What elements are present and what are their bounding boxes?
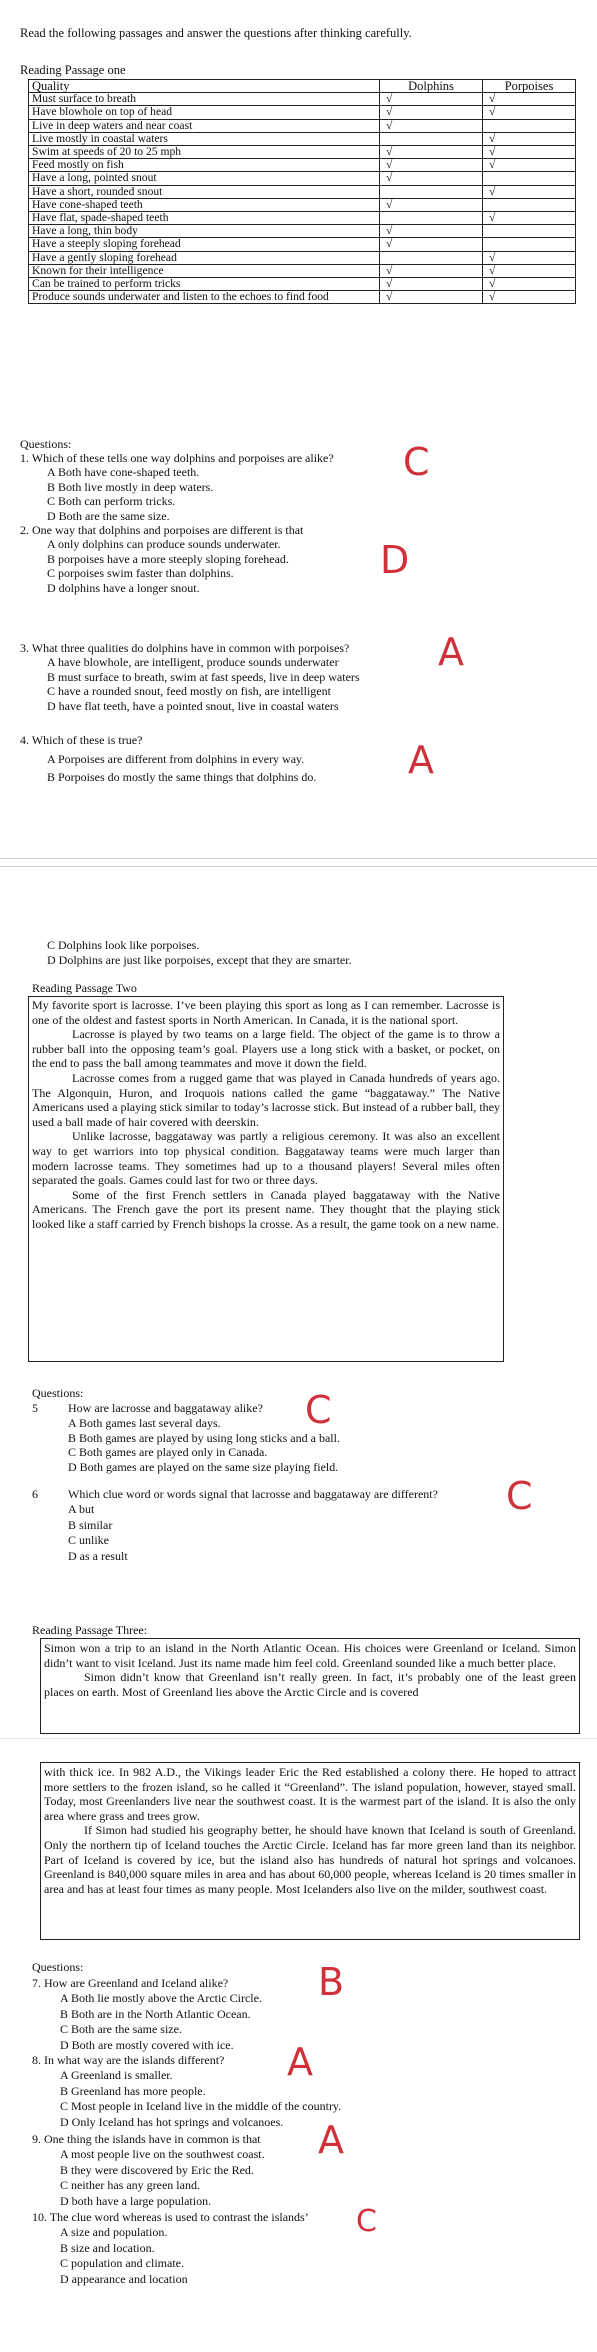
table-row	[29, 251, 576, 264]
option[interactable]: B similar	[68, 1517, 113, 1532]
passage3-box-part2	[40, 1762, 580, 1940]
q5-number: 5	[32, 1401, 38, 1415]
table-row	[29, 278, 576, 291]
option[interactable]: B Porpoises do mostly the same things that dolphins do.	[47, 770, 317, 784]
dolphins-cell: √	[380, 264, 483, 277]
option[interactable]: B Both are in the North Atlantic Ocean.	[60, 2006, 251, 2021]
porpoises-cell: √	[483, 212, 576, 225]
quality-cell: Have a short, rounded snout	[29, 185, 380, 198]
option[interactable]: B size and location.	[60, 2240, 155, 2255]
table-header-row	[29, 80, 576, 93]
porpoises-cell: √	[483, 251, 576, 264]
porpoises-cell	[483, 238, 576, 251]
table-row	[29, 119, 576, 132]
quality-cell: Swim at speeds of 20 to 25 mph	[29, 146, 380, 159]
dolphins-cell: √	[380, 291, 483, 304]
dolphins-cell: √	[380, 225, 483, 238]
option[interactable]: C population and climate.	[60, 2256, 184, 2270]
porpoises-cell: √	[483, 264, 576, 277]
option[interactable]: D dolphins have a longer snout.	[47, 580, 200, 595]
option[interactable]: C neither has any green land.	[60, 2178, 200, 2192]
porpoises-cell: √	[483, 278, 576, 291]
porpoises-cell: √	[483, 185, 576, 198]
dolphins-cell: √	[380, 278, 483, 291]
q2-stem: 2. One way that dolphins and porpoises are different is that	[20, 523, 304, 537]
quality-cell: Have blowhole on top of head	[29, 106, 380, 119]
q3-handwritten-answer: A	[438, 630, 464, 674]
table-row	[29, 146, 576, 159]
dolphins-cell: √	[380, 93, 483, 106]
option[interactable]: C porpoises swim faster than dolphins.	[47, 566, 234, 580]
table-row	[29, 132, 576, 145]
q10-handwritten-answer: C	[356, 2204, 377, 2239]
quality-cell: Feed mostly on fish	[29, 159, 380, 172]
paragraph: Lacrosse is played by two teams on a large field. The object of the game is to throw a rubber ball into the opposing team’s goal. Players use a long stick with a basket, or pocket, on the end to pass the ball among teammates and move it down the field.	[32, 1027, 500, 1071]
porpoises-cell	[483, 119, 576, 132]
questions3-label: Questions:	[32, 1960, 84, 1974]
passage3-box-part1	[40, 1638, 580, 1734]
dolphins-cell: √	[380, 159, 483, 172]
q9-options	[60, 2147, 265, 2209]
q9-handwritten-answer: A	[318, 2118, 344, 2162]
passage2-title: Reading Passage Two	[32, 981, 137, 995]
q9-stem: 9. One thing the islands have in common is that	[32, 2132, 261, 2146]
quality-cell: Known for their intelligence	[29, 264, 380, 277]
option[interactable]: C have a rounded snout, feed mostly on fish, are intelligent	[47, 684, 331, 698]
option[interactable]: D both have a large population.	[60, 2193, 212, 2208]
option[interactable]: C unlike	[68, 1533, 109, 1547]
option[interactable]: A have blowhole, are intelligent, produce sounds underwater	[47, 655, 339, 669]
q7-stem: 7. How are Greenland and Iceland alike?	[32, 1976, 229, 1990]
passage2-box	[28, 996, 504, 1362]
q4-handwritten-answer: A	[408, 738, 434, 782]
q5-stem: How are lacrosse and baggataway alike?	[68, 1401, 263, 1415]
q6-stem: Which clue word or words signal that lacrosse and baggataway are different?	[68, 1487, 438, 1501]
q4-stem: 4. Which of these is true?	[20, 733, 143, 747]
option[interactable]: B they were discovered by Eric the Red.	[60, 2162, 254, 2177]
porpoises-cell: √	[483, 93, 576, 106]
table-row	[29, 291, 576, 304]
q7-options	[60, 1991, 262, 2053]
porpoises-cell	[483, 198, 576, 211]
option[interactable]: C Most people in Iceland live in the middle of the country.	[60, 2099, 342, 2113]
paragraph: Unlike lacrosse, baggataway was partly a religious ceremony. It was also an excellent way to get warriors into top physical condition. Baggataway teams were much larger than modern lacrosse teams. They sometimes had up to a thousand players! Several miles often separated the goals. Games could last for two or three days.	[32, 1129, 500, 1188]
table-row	[29, 185, 576, 198]
q6-number: 6	[32, 1487, 38, 1501]
passage1-title: Reading Passage one	[20, 63, 126, 77]
quality-cell: Have a steeply sloping forehead	[29, 238, 380, 251]
dolphins-cell: √	[380, 172, 483, 185]
dolphins-cell: √	[380, 146, 483, 159]
q10-stem: 10. The clue word whereas is used to contrast the islands’	[32, 2210, 309, 2224]
table-row	[29, 159, 576, 172]
option[interactable]: B Greenland has more people.	[60, 2083, 206, 2098]
header-porpoises: Porpoises	[483, 80, 576, 93]
porpoises-cell: √	[483, 291, 576, 304]
page-divider	[0, 858, 597, 859]
paragraph: Simon won a trip to an island in the North Atlantic Ocean. His choices were Greenland or Iceland. Simon didn’t want to visit Iceland. Just its name made him feel cold. Greenland sounded like a much better place.	[44, 1641, 576, 1670]
option[interactable]: A Porpoises are different from dolphins in every way.	[47, 752, 305, 766]
option[interactable]: C Both can perform tricks.	[47, 494, 176, 508]
option[interactable]: B must surface to breath, swim at fast speeds, live in deep waters	[47, 669, 360, 684]
q8-stem: 8. In what way are the islands different?	[32, 2053, 225, 2067]
option[interactable]: A most people live on the southwest coast.	[60, 2147, 265, 2161]
quality-cell: Have a gently sloping forehead	[29, 251, 380, 264]
q1-handwritten-answer: C	[403, 440, 430, 484]
option[interactable]: D Only Iceland has hot springs and volcanoes.	[60, 2114, 284, 2129]
questions2-label: Questions:	[32, 1386, 84, 1400]
option[interactable]: D Both are mostly covered with ice.	[60, 2037, 234, 2052]
q2-handwritten-answer: D	[380, 538, 410, 582]
q3-options	[47, 655, 360, 713]
table-row	[29, 225, 576, 238]
quality-cell: Have a long, pointed snout	[29, 172, 380, 185]
q6-options	[68, 1502, 128, 1564]
paragraph: Lacrosse comes from a rugged game that was played in Canada hundreds of years ago. The Algonquin, Huron, and Iroquois nations called the game “baggataway.” The Native Americans used a playing stick similar to today’s lacrosse stick. But instead of a rubber ball, they used a ball made of hair covered with deerskin.	[32, 1070, 500, 1129]
q8-handwritten-answer: A	[287, 2040, 313, 2084]
header-dolphins: Dolphins	[380, 80, 483, 93]
option[interactable]: A Both have cone-shaped teeth.	[47, 465, 200, 479]
q10-options	[60, 2225, 188, 2287]
option[interactable]: B Both live mostly in deep waters.	[47, 479, 214, 494]
q4-options-cd	[47, 938, 352, 968]
porpoises-cell	[483, 172, 576, 185]
q5-handwritten-answer: C	[305, 1388, 332, 1432]
option[interactable]: A Both lie mostly above the Arctic Circle.	[60, 1991, 262, 2005]
option[interactable]: D have flat teeth, have a pointed snout, live in coastal waters	[47, 698, 339, 713]
dolphins-cell	[380, 212, 483, 225]
instructions: Read the following passages and answer the questions after thinking carefully.	[20, 26, 412, 40]
quality-cell: Must surface to breath	[29, 93, 380, 106]
option[interactable]: D Both games are played on the same size playing field.	[68, 1459, 339, 1474]
table-row	[29, 198, 576, 211]
option[interactable]: A but	[68, 1502, 95, 1516]
q5-options	[68, 1416, 340, 1474]
option[interactable]: D Dolphins are just like porpoises, except that they are smarter.	[47, 953, 352, 967]
porpoises-cell: √	[483, 159, 576, 172]
quality-cell: Have cone-shaped teeth	[29, 198, 380, 211]
quality-cell: Live mostly in coastal waters	[29, 132, 380, 145]
option[interactable]: C Dolphins look like porpoises.	[47, 938, 200, 952]
dolphins-cell: √	[380, 106, 483, 119]
table-row	[29, 106, 576, 119]
option[interactable]: B Both games are played by using long sticks and a ball.	[68, 1430, 340, 1445]
quality-cell: Have a long, thin body	[29, 225, 380, 238]
option[interactable]: D as a result	[68, 1548, 128, 1563]
q6-handwritten-answer: C	[506, 1474, 533, 1518]
q3-stem: 3. What three qualities do dolphins have in common with porpoises?	[20, 641, 350, 655]
porpoises-cell	[483, 225, 576, 238]
q4-options-ab	[47, 750, 316, 786]
paragraph: Simon didn’t know that Greenland isn’t really green. In fact, it’s probably one of the least green places on earth. Most of Greenland lies above the Arctic Circle and is covered	[44, 1670, 576, 1699]
option[interactable]: C Both games are played only in Canada.	[68, 1445, 268, 1459]
quality-cell: Live in deep waters and near coast	[29, 119, 380, 132]
option[interactable]: A only dolphins can produce sounds underwater.	[47, 537, 281, 551]
paragraph: If Simon had studied his geography better, he should have known that Iceland is south of Greenland. Only the northern tip of Iceland touches the Arctic Circle. Iceland has far more green land than its neighbor. Part of Iceland is covered by ice, but the island also has hundreds of natural hot springs and volcanoes. Greenland is 840,000 square miles in area and has about 60,000 people, whereas Iceland is 20 times smaller in area and has at least four times as many people. Most Icelanders also live on the milder, southwest coast.	[44, 1823, 576, 1896]
porpoises-cell: √	[483, 132, 576, 145]
option[interactable]: C Both are the same size.	[60, 2022, 182, 2036]
q1-options	[47, 465, 213, 523]
table-row	[29, 238, 576, 251]
q1-stem: 1. Which of these tells one way dolphins and porpoises are alike?	[20, 451, 334, 465]
quality-cell: Can be trained to perform tricks	[29, 278, 380, 291]
quality-cell: Produce sounds underwater and listen to the echoes to find food	[29, 291, 380, 304]
paragraph: My favorite sport is lacrosse. I’ve been playing this sport as long as I can remember. Lacrosse is one of the oldest and fastest sports in North American. In Canada, it is the national sport.	[32, 998, 500, 1027]
table-row	[29, 212, 576, 225]
q2-options	[47, 537, 289, 595]
table-row	[29, 172, 576, 185]
table-row	[29, 93, 576, 106]
porpoises-cell: √	[483, 146, 576, 159]
quality-cell: Have flat, spade-shaped teeth	[29, 212, 380, 225]
option[interactable]: B porpoises have a more steeply sloping forehead.	[47, 551, 289, 566]
dolphins-cell	[380, 185, 483, 198]
porpoises-cell: √	[483, 106, 576, 119]
header-quality: Quality	[29, 80, 380, 93]
questions1-label: Questions:	[20, 437, 72, 451]
option[interactable]: A Both games last several days.	[68, 1416, 221, 1430]
option[interactable]: D Both are the same size.	[47, 508, 170, 523]
passage3-title: Reading Passage Three:	[32, 1623, 148, 1637]
paragraph: Some of the first French settlers in Canada played baggataway with the Native Americans. The French gave the port its present name. They thought that the playing stick looked like a staff carried by French bishops la crosse. As a result, the game took on a new name.	[32, 1187, 500, 1231]
page-divider	[0, 1738, 597, 1739]
dolphins-cell: √	[380, 238, 483, 251]
dolphins-cell: √	[380, 119, 483, 132]
table-row	[29, 264, 576, 277]
q7-handwritten-answer: B	[318, 1960, 345, 2004]
dolphins-cell	[380, 132, 483, 145]
option[interactable]: D appearance and location	[60, 2271, 188, 2286]
dolphins-cell: √	[380, 198, 483, 211]
comparison-table	[28, 79, 576, 304]
option[interactable]: A Greenland is smaller.	[60, 2068, 173, 2082]
page-divider	[0, 866, 597, 867]
dolphins-cell	[380, 251, 483, 264]
paragraph: with thick ice. In 982 A.D., the Vikings leader Eric the Red established a colony there. He hoped to attract more settlers to the frozen island, so he called it “Greenland”. The island population, however, stayed small. Today, most Greenlanders live near the southwest coast. It is the warmest part of the island. It is also the only area where grass and trees grow.	[44, 1765, 576, 1823]
option[interactable]: A size and population.	[60, 2225, 168, 2239]
